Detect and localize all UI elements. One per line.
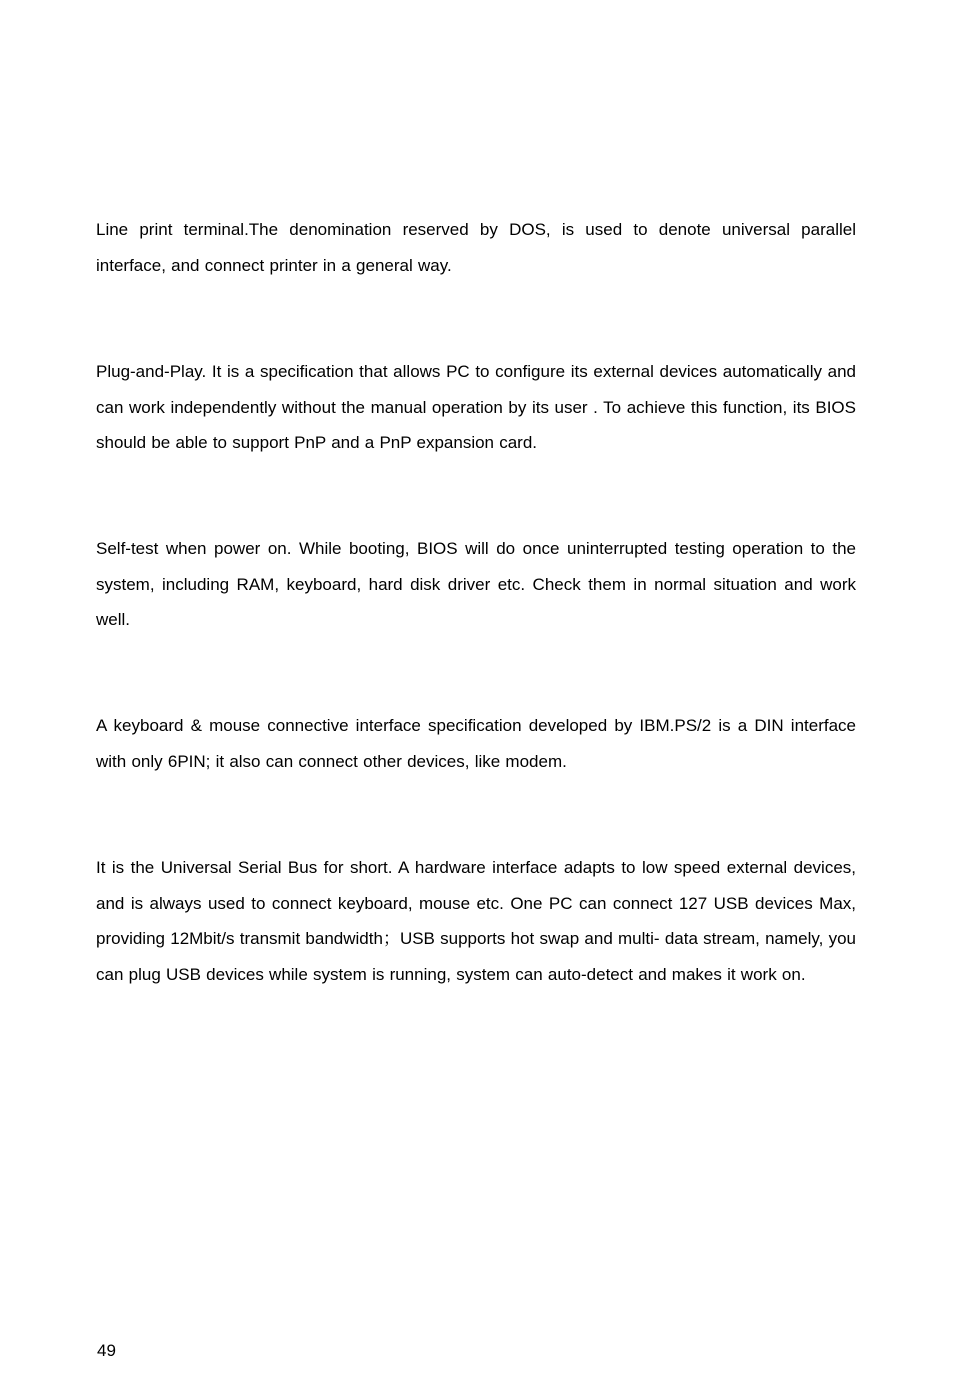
paragraph-pnp: Plug-and-Play. It is a specification that allows PC to configure its external devices automatically and can work independently without the manual operation by its user . To achieve this function, its BIOS should be able to support PnP and a PnP expansion card. xyxy=(96,362,856,453)
paragraph-lpt: Line print terminal.The denomination reserved by DOS, is used to denote universal parallel interface, and connect printer in a general way. xyxy=(96,220,856,275)
paragraph-usb: It is the Universal Serial Bus for short. A hardware interface adapts to low speed external devices, and is always used to connect keyboard, mouse etc. One PC can connect 127 USB devices Max, providing 12Mbit/s transmit bandwidth；USB supports hot swap and multi- data stream, namely, you can plug USB devices while system is running, system can auto-detect and makes it work on. xyxy=(96,858,856,984)
page-number: 49 xyxy=(97,1341,116,1360)
paragraph-ps2: A keyboard & mouse connective interface specification developed by IBM.PS/2 is a DIN interface with only 6PIN; it also can connect other devices, like modem. xyxy=(96,716,856,771)
paragraph-post: Self-test when power on. While booting, BIOS will do once uninterrupted testing operation to the system, including RAM, keyboard, hard disk driver etc. Check them in normal situation and work well. xyxy=(96,539,856,630)
